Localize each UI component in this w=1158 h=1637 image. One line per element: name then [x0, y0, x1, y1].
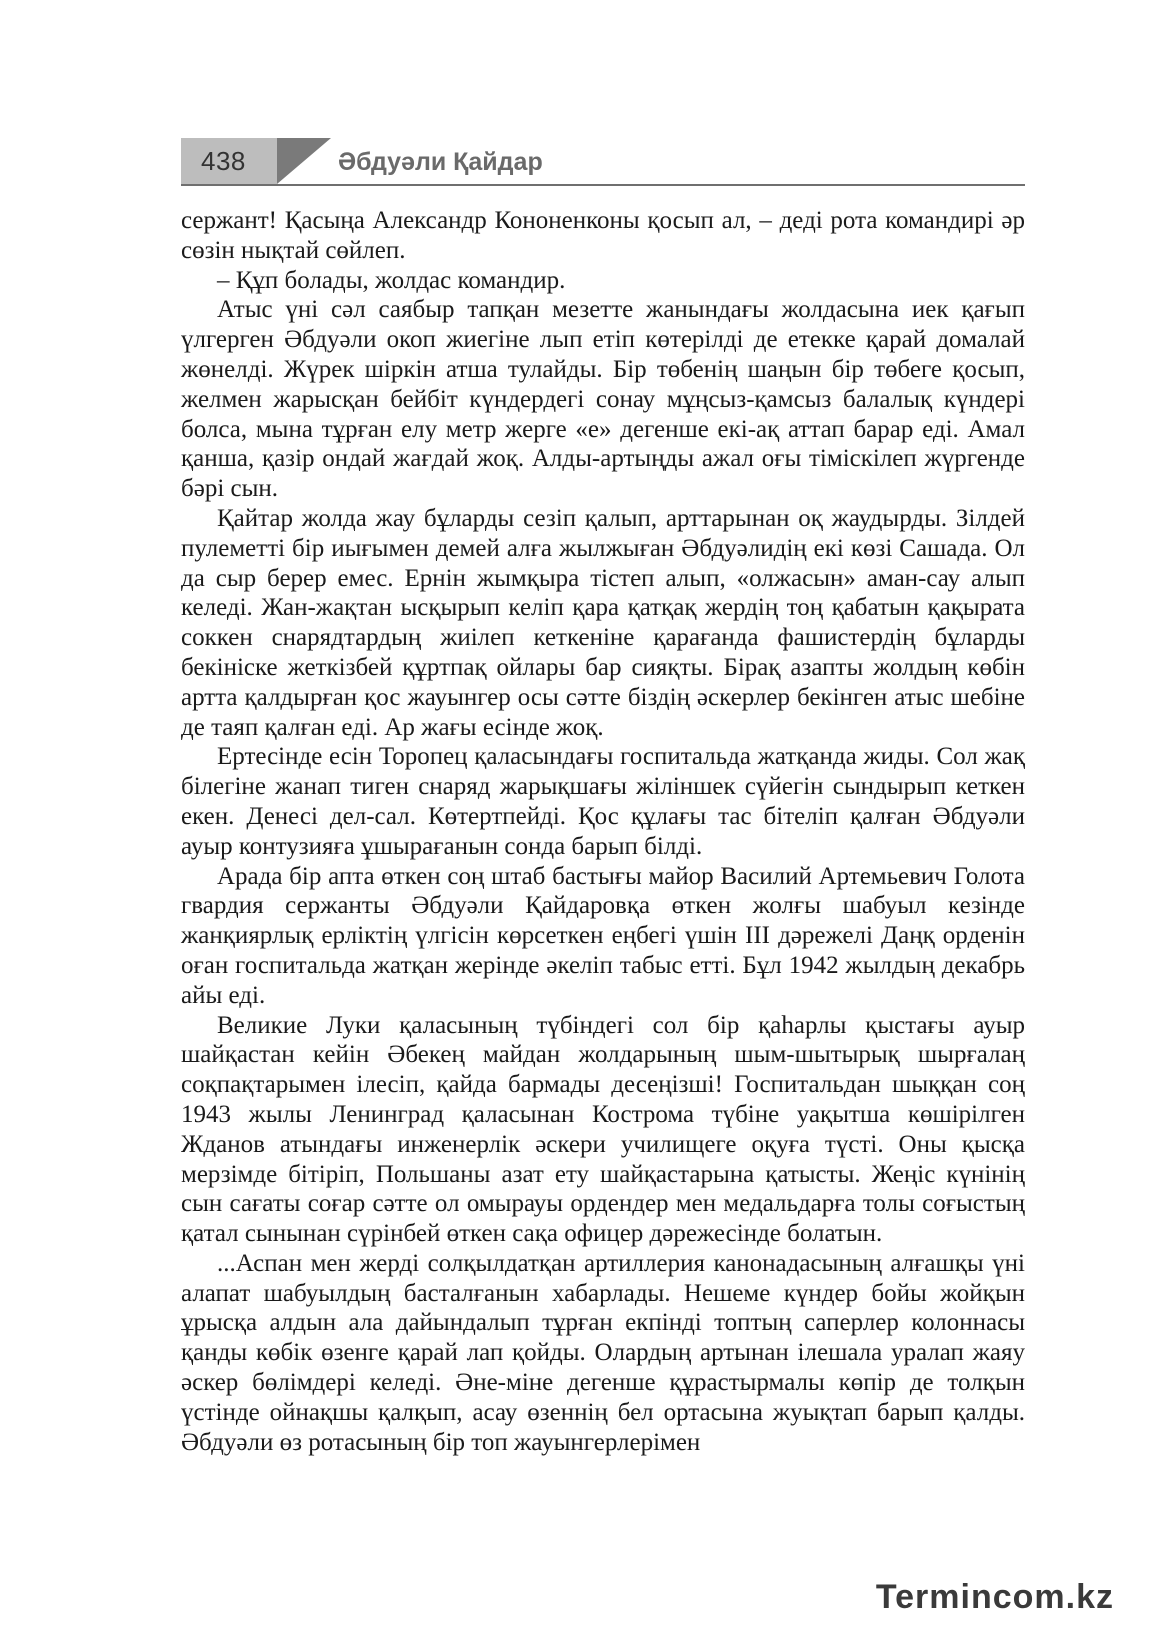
- paragraph: Арада бір апта өткен соң штаб бастығы майор Василий Артемьевич Голота гвардия сержанты Әбдуәли Қайдаровқа өткен жолғы шабуыл кезінде жанқиярлық ерліктің үлгісін көрсеткен еңбегі үшін III дәрежелі Даңқ орденін оған госпитальда жатқан жерінде әкеліп табыс етті. Бұл 1942 жылдың декабрь айы еді.: [181, 862, 1025, 1009]
- paragraph: Ертесінде есін Торопец қаласындағы госпитальда жатқанда жиды. Сол жақ білегіне жанап тиген снаряд жарықшағы жіліншек сүйегін сындырып кеткен екен. Денесі дел-сал. Көтертпейді. Қос құлағы тас бітеліп қалған Әбдуәли ауыр контузияға ұшырағанын сонда барып білді.: [181, 743, 1025, 860]
- paragraph: – Құп болады, жолдас командир.: [217, 266, 566, 294]
- header-rule: [181, 184, 1025, 186]
- header-tab-slope: [277, 138, 331, 184]
- paragraph: ...Аспан мен жерді солқылдатқан артиллерия канонадасының алғашқы үні алапат шабуылдың басталғанын хабарлады. Нешеме күндер бойы жойқын ұрысқа алдын ала дайындалып тұрған екпінді топтың саперлер колоннасы қанды көбік өзенге қарай лап қойды. Олардың артынан ілешала уралап жаяу әскер бөлімдері келеді. Әне-міне дегенше құрастырмалы көпір де толқын үстінде ойнақшы қалқып, асау өзеннің бел ортасына жуықтап барып қалды. Әбдуәли өз ротасының бір топ жауынгерлерімен: [181, 1249, 1025, 1456]
- paragraph: сержант! Қасыңа Александр Кононенконы қосып ал, – деді рота командирі әр сөзін нықтай сөйлеп.: [181, 207, 1025, 264]
- page-header: [181, 138, 1025, 190]
- paragraph: Қайтар жолда жау бұларды сезіп қалып, арттарынан оқ жаудырды. Зілдей пулеметті бір иығымен демей алға жылжыған Әбдуәлидің екі көзі Сашада. Ол да сыр берер емес. Ернін жымқыра тістеп алып, «олжасын» аман-сау алып келеді. Жан-жақтан ысқырып келіп қара қатқақ жердің тоң қабатын қақырата соккен снарядтардың жиілеп кеткеніне қарағанда фашистердің бұларды бекініске жеткізбей құртпақ ойлары бар сияқты. Бірақ азапты жолдың көбін артта қалдырған қос жауынгер осы сәтте біздің әскерлер бекінген атыс шебіне де таяп қалған еді. Ар жағы есінде жоқ.: [181, 504, 1025, 741]
- watermark-logo: Termincom.kz: [875, 1578, 1114, 1616]
- paragraph: Атыс үні сәл саябыр тапқан мезетте жанындағы жолдасына иек қағып үлгерген Әбдуәли окоп жиегіне лып етіп көтерілді де етекке қарай домалай жөнелді. Жүрек шіркін атша тулайды. Бір төбенің шаңын бір төбеге қосып, желмен жарысқан бейбіт күндердегі сонау мұңсыз-қамсыз балалық күндері болса, мына тұрған елу метр жерге «е» дегенше екі-ақ аттап барар еді. Амал қанша, қазір ондай жағдай жоқ. Алды-артыңды ажал оғы тіміскілеп жүргенде бәрі сын.: [181, 296, 1025, 503]
- running-head-author: Әбдуәли Қайдар: [338, 148, 543, 176]
- body-text: [181, 206, 1025, 1457]
- page-number: 438: [201, 146, 246, 176]
- page-number-tab: [181, 138, 277, 184]
- paragraph: Великие Луки қаласының түбіндегі сол бір қаһарлы қыстағы ауыр шайқастан кейін Әбекең майдан жолдарының шым-шытырық шырғалаң соқпақтарымен ілесіп, қайда бармады десеңізші! Госпитальдан шыққан соң 1943 жылы Ленинград қаласынан Кострома түбіне уақытша көшірілген Жданов атындағы инженерлік әскери училищеге оқуға түсті. Оны қысқа мерзімде бітіріп, Польшаны азат ету шайқастарына қатысты. Жеңіс күнінің сын сағаты соғар сәтте ол омырауы ордендер мен медальдарға толы соғыстың қатал сынынан сүрінбей өткен сақа офицер дәрежесінде болатын.: [181, 1011, 1025, 1248]
